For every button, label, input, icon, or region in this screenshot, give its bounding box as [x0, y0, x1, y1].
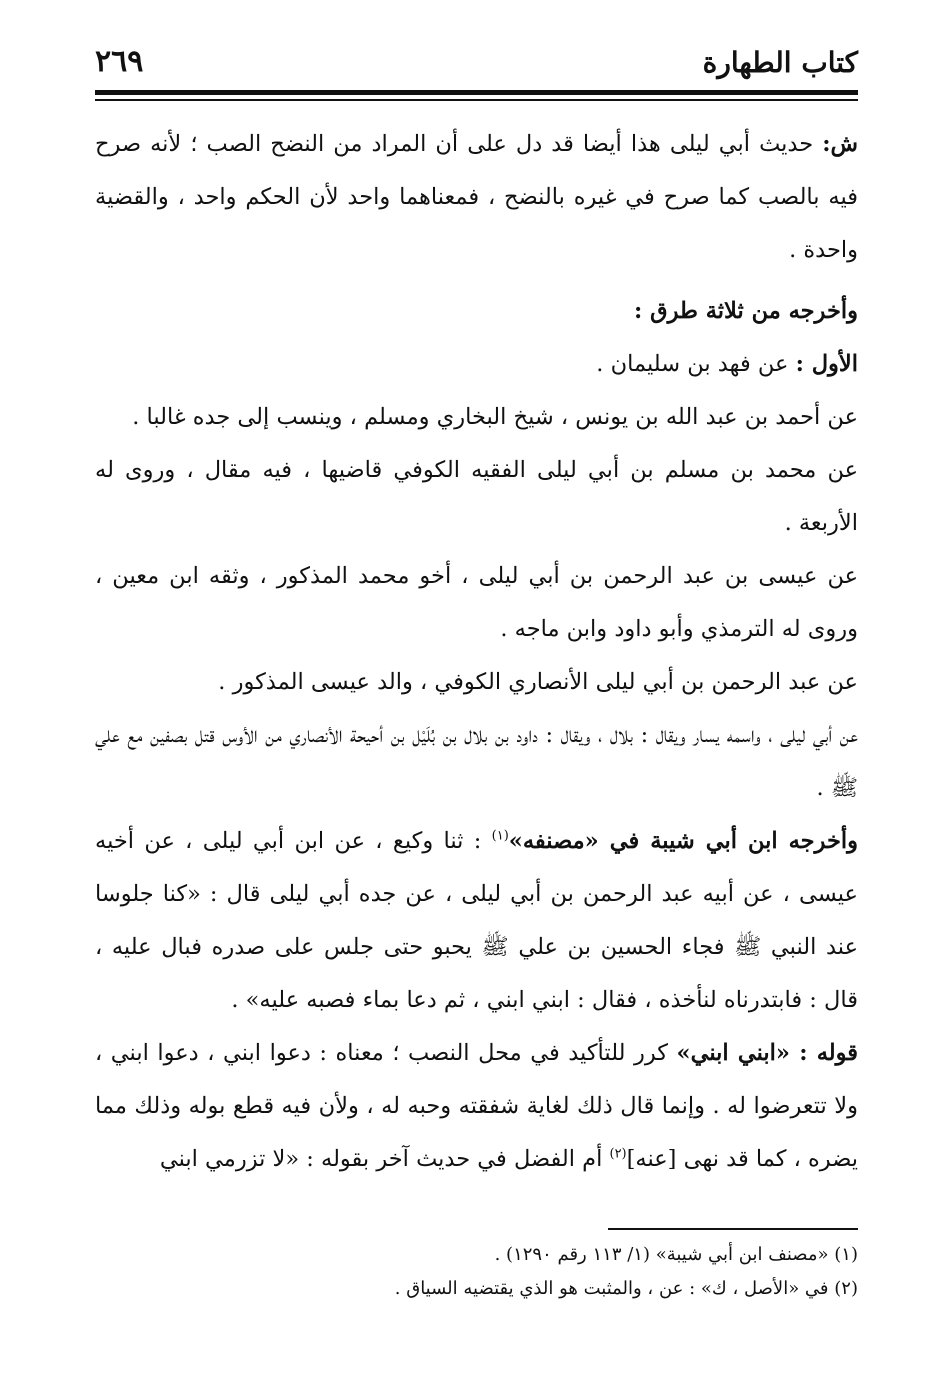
paragraph-first-chain: [95, 338, 858, 391]
paragraph-text: عن عيسى بن عبد الرحمن بن أبي ليلى ، أخو محمد المذكور ، وثقه ابن معين ، وروى له الترمذي وأبو داود وابن ماجه .: [95, 563, 858, 642]
footnote-separator: [608, 1228, 858, 1230]
header-rule-thick: [95, 90, 858, 95]
paragraph-text-continued: أم الفضل في حديث آخر بقوله : «لا تزرمي ابني: [159, 1146, 610, 1172]
paragraph-narrator: [95, 444, 858, 550]
section-heading: وأخرجه من ثلاثة طرق :: [633, 298, 858, 324]
footnote-ref: (١): [491, 828, 509, 844]
footnote-ref: (٢): [609, 1146, 627, 1162]
page-header: [95, 38, 858, 84]
paragraph-lead: وأخرجه ابن أبي شيبة في «مصنفه»: [508, 828, 859, 854]
paragraph-text: : ثنا وكيع ، عن ابن أبي ليلى ، عن أخيه عيسى ، عن أبيه عبد الرحمن بن أبي ليلى ، عن جده أبي ليلى قال : «كنا جلوسا عند النبي ﷺ فجاء الحسين بن علي ﷺ يحبو حتى جلس على صدره فبال عليه ، قال : فابتدرناه لنأخذه ، فقال : ابني ابني ، ثم دعا بماء فصبه عليه» .: [95, 828, 858, 1013]
paragraph-heading: [95, 285, 858, 338]
page-number: ٢٦٩: [95, 44, 144, 79]
footnote-1: (١) «مصنف ابن أبي شيبة» (١/ ١١٣ رقم ١٢٩٠) .: [494, 1244, 858, 1265]
paragraph-text: عن فهد بن سليمان .: [596, 351, 796, 377]
paragraph-lead: الأول :: [795, 351, 858, 377]
paragraph-narrator: [95, 391, 858, 444]
paragraph-text: عن محمد بن مسلم بن أبي ليلى الفقيه الكوفي قاضيها ، فيه مقال ، وروى له الأربعة .: [95, 457, 858, 536]
paragraph-text: عن أبي ليلى ، واسمه يسار ويقال : بلال ، ويقال : داود بن بلال بن بُلَيْل بن أحيحة الأنصاري من الأوس قتل بصفين مع علي ﷺ .: [95, 722, 858, 801]
body-text: [95, 118, 858, 1186]
footnotes: [95, 1238, 858, 1306]
paragraph-text: كرر للتأكيد في محل النصب ؛ معناه : دعوا ابني ، دعوا ابني ، ولا تتعرضوا له . وإنما قال ذلك لغاية شفقته وحبه له ، ولأن فيه قطع بوله وذلك مما يضره ، كما قد نهى [عنه]: [95, 1040, 858, 1172]
paragraph-narrator: [95, 709, 858, 815]
header-rule-thin: [95, 99, 858, 101]
paragraph-commentary: [95, 118, 858, 277]
paragraph-text: حديث أبي ليلى هذا أيضا قد دل على أن المراد من النضح الصب ؛ لأنه صرح فيه بالصب كما صرح في غيره بالنضح ، فمعناهما واحد لأن الحكم واحد ، والقضية واحدة .: [95, 131, 858, 263]
paragraph-text: عن أحمد بن عبد الله بن يونس ، شيخ البخاري ومسلم ، وينسب إلى جده غالبا .: [132, 404, 858, 430]
paragraph-narrator: [95, 656, 858, 709]
paragraph-hadith: [95, 815, 858, 1027]
paragraph-narrator: [95, 550, 858, 656]
paragraph-explanation: [95, 1027, 858, 1186]
footnote-2: (٢) في «الأصل ، ك» : عن ، والمثبت هو الذي يقتضيه السياق .: [394, 1278, 858, 1299]
paragraph-lead: قوله : «ابني ابني»: [676, 1040, 858, 1066]
running-title: كتاب الطهارة: [702, 46, 858, 79]
paragraph-lead: ش:: [822, 131, 858, 157]
paragraph-text: عن عبد الرحمن بن أبي ليلى الأنصاري الكوفي ، والد عيسى المذكور .: [218, 669, 858, 695]
